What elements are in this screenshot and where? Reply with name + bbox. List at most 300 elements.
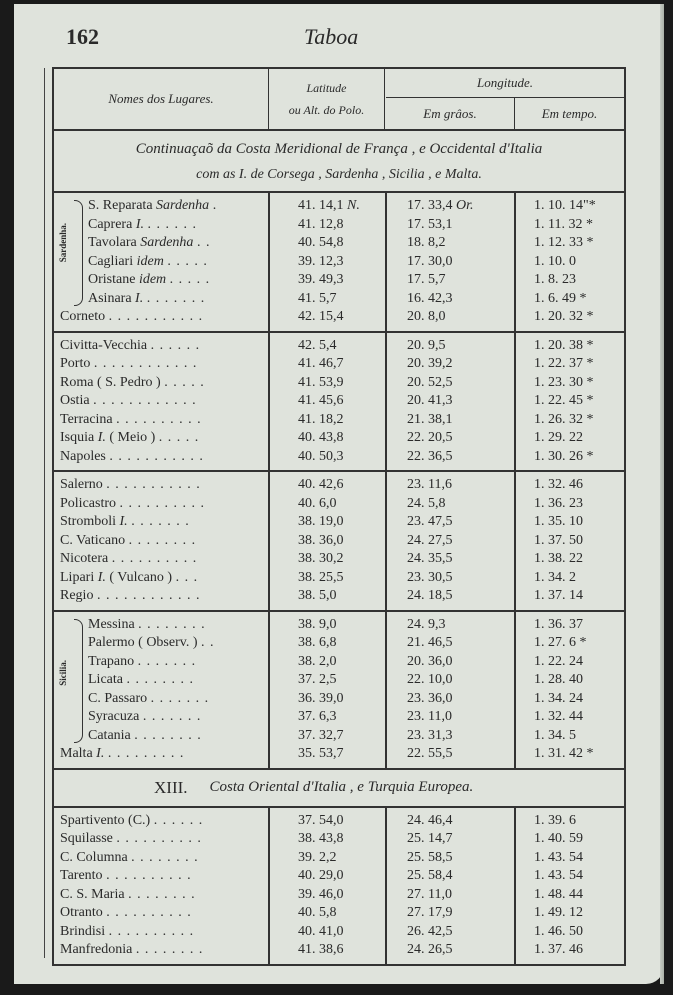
- longitude-time-cell: 1. 37. 14: [534, 588, 583, 604]
- column-rule: [385, 612, 387, 768]
- leader-dots: . . . . . . . . . .: [116, 411, 202, 427]
- latitude-cell: 38. 43,8: [298, 831, 344, 847]
- group-side-label: Sicilia.: [58, 659, 68, 686]
- place-name-text: Nicotera: [60, 551, 109, 567]
- place-name: [54, 813, 268, 829]
- column-rule: [385, 333, 387, 471]
- place-name-text: Otranto: [60, 905, 103, 921]
- header-longitude-degrees: Em grâos.: [386, 98, 515, 129]
- table-row: [54, 448, 624, 467]
- latitude-cell: [268, 198, 385, 214]
- table-row: [54, 616, 624, 635]
- place-name: [54, 496, 268, 512]
- place-name: [54, 942, 268, 958]
- latitude-cell: 38. 2,0: [298, 653, 337, 669]
- table-row: [54, 513, 624, 532]
- longitude-degrees-cell: 22. 55,5: [407, 746, 453, 762]
- latitude-cell: 41. 12,8: [298, 216, 344, 232]
- longitude-suffix: Or.: [456, 198, 474, 214]
- page-edge: [660, 4, 664, 984]
- column-rule: [385, 472, 387, 610]
- longitude-degrees-cell: 24. 27,5: [407, 532, 453, 548]
- longitude-degrees-cell: 20. 9,5: [407, 337, 446, 353]
- longitude-time-cell: 1. 43. 54: [534, 868, 583, 884]
- place-name-text: Napoles: [60, 448, 106, 464]
- leader-dots: . . . . . . . . . .: [106, 905, 192, 921]
- place-name-text: Malta: [60, 746, 93, 762]
- longitude-degrees-cell: 23. 36,0: [407, 690, 453, 706]
- row-group-sicilia: [54, 612, 624, 770]
- page-number: 162: [66, 24, 99, 49]
- place-name-text: Corneto: [60, 309, 106, 325]
- latitude-cell: 40. 29,0: [298, 868, 344, 884]
- longitude-time-cell: 1. 48. 44: [534, 886, 583, 902]
- leader-dots: . . . . . . . . . . . .: [93, 393, 197, 409]
- leader-dots: . . . . . . . . . .: [111, 551, 198, 567]
- table-row: [54, 923, 624, 942]
- table-row: [54, 216, 624, 235]
- longitude-time-cell: 1. 22. 37 *: [534, 356, 594, 372]
- place-name: [54, 672, 268, 688]
- place-name-text: Tarento: [60, 868, 103, 884]
- row-group: [54, 333, 624, 473]
- longitude-degrees-cell: 25. 58,5: [407, 849, 453, 865]
- leader-dots: . . . . . .: [147, 216, 197, 232]
- place-note: ( Meio ): [109, 430, 156, 446]
- section-title: [54, 131, 624, 193]
- latitude-cell: 39. 49,3: [298, 272, 344, 288]
- longitude-degrees-cell: 23. 11,6: [407, 477, 452, 493]
- longitude-degrees-cell: 27. 17,9: [407, 905, 453, 921]
- column-rule: [385, 193, 387, 331]
- place-name: [54, 728, 268, 744]
- leader-dots: . . . . . . . . . .: [108, 923, 195, 939]
- place-name: [54, 338, 268, 354]
- table-row: [54, 290, 624, 309]
- latitude-cell: 41. 53,9: [298, 374, 344, 390]
- longitude-degrees-cell: 27. 11,0: [407, 886, 452, 902]
- latitude-cell: 41. 38,6: [298, 942, 344, 958]
- column-rule: [268, 612, 270, 768]
- table-row: [54, 495, 624, 514]
- latitude-cell: 38. 30,2: [298, 551, 344, 567]
- place-note: ( Vulcano ): [109, 569, 173, 585]
- longitude-time-cell: 1. 11. 32 *: [534, 216, 593, 232]
- longitude-degrees-cell: 24. 26,5: [407, 942, 453, 958]
- place-name: [54, 570, 268, 586]
- leader-dots: . . . . . . .: [131, 514, 190, 530]
- row-group-sardenha: [54, 193, 624, 333]
- row-group-section-xiii: [54, 808, 624, 966]
- leader-dots: . . . . . . . . .: [107, 746, 185, 762]
- longitude-time-cell: 1. 23. 30 *: [534, 374, 594, 390]
- leader-dots: . . . . . .: [153, 812, 204, 828]
- table-row: [54, 904, 624, 923]
- longitude-time-cell: 1. 32. 46: [534, 477, 583, 493]
- latitude-cell: 37. 6,3: [298, 709, 337, 725]
- latitude-cell: 40. 6,0: [298, 495, 337, 511]
- place-name: [54, 924, 268, 940]
- leader-dots: . . . . . . . . . . .: [109, 448, 204, 464]
- longitude-degrees-cell: 17. 53,1: [407, 216, 453, 232]
- place-name: [54, 617, 268, 633]
- longitude-degrees-cell: 24. 35,5: [407, 551, 453, 567]
- longitude-time-cell: 1. 36. 23: [534, 495, 583, 511]
- longitude-time-cell: 1. 37. 46: [534, 942, 583, 958]
- place-name-text: C. Passaro: [88, 690, 148, 706]
- latitude-cell: 39. 12,3: [298, 253, 344, 269]
- table-row: [54, 374, 624, 393]
- place-name: [54, 635, 268, 651]
- place-name: [54, 905, 268, 921]
- longitude-degrees-cell: 17. 30,0: [407, 253, 453, 269]
- latitude-cell: 41. 18,2: [298, 411, 344, 427]
- latitude-cell: 37. 2,5: [298, 672, 337, 688]
- longitude-time-cell: 1. 49. 12: [534, 905, 583, 921]
- column-rule: [268, 333, 270, 471]
- place-name: [54, 514, 268, 530]
- longitude-degrees-cell: 20. 41,3: [407, 393, 453, 409]
- place-name: [54, 588, 268, 604]
- place-name-text: Salerno: [60, 477, 103, 493]
- column-rule: [514, 612, 516, 768]
- table-row: [54, 271, 624, 290]
- place-name-text: Stromboli: [60, 514, 117, 530]
- leader-dots: . . . . . . . . . .: [106, 868, 192, 884]
- table-row: [54, 253, 624, 272]
- header-latitude-line2: ou Alt. do Polo.: [288, 103, 365, 117]
- brace-icon: [74, 619, 83, 743]
- latitude-cell: 37. 54,0: [298, 812, 344, 828]
- longitude-degrees-cell: 18. 8,2: [407, 235, 446, 251]
- longitude-time-cell: 1. 26. 32 *: [534, 411, 594, 427]
- longitude-degrees-cell: 20. 39,2: [407, 356, 453, 372]
- place-name: [54, 654, 268, 670]
- place-qualifier: I.: [119, 514, 128, 530]
- longitude-degrees-cell: 22. 10,0: [407, 672, 453, 688]
- column-rule: [268, 808, 270, 964]
- column-rule: [514, 808, 516, 964]
- table-row: [54, 569, 624, 588]
- longitude-degrees-cell: 24. 18,5: [407, 588, 453, 604]
- leader-dots: . . .: [175, 569, 199, 585]
- table-row: [54, 234, 624, 253]
- longitude-time-cell: 1. 32. 44: [534, 709, 583, 725]
- column-rule: [514, 193, 516, 331]
- longitude-degrees-cell: 20. 8,0: [407, 309, 446, 325]
- place-name-text: Lipari: [60, 569, 95, 585]
- leader-dots: . . . . . . . .: [135, 942, 204, 958]
- latitude-cell: 40. 5,8: [298, 905, 337, 921]
- row-group: [54, 472, 624, 612]
- longitude-time-cell: 1. 10. 0: [534, 253, 576, 269]
- table-row: [54, 634, 624, 653]
- longitude-time-cell: 1. 20. 38 *: [534, 337, 594, 353]
- longitude-degrees-cell: 23. 11,0: [407, 709, 452, 725]
- place-name-text: S. Reparata: [88, 198, 153, 214]
- leader-dots: . . . . . . . .: [138, 616, 206, 632]
- place-name: [54, 356, 268, 372]
- latitude-cell: 35. 53,7: [298, 746, 344, 762]
- longitude-degrees-cell: 21. 38,1: [407, 411, 453, 427]
- longitude-degrees-cell: 20. 36,0: [407, 653, 453, 669]
- leader-dots: . . . . . . .: [146, 290, 206, 306]
- latitude-cell: 41. 5,7: [298, 290, 337, 306]
- latitude-cell: 40. 41,0: [298, 923, 344, 939]
- place-qualifier: I.: [135, 216, 144, 232]
- place-name: [54, 551, 268, 567]
- table-row: [54, 830, 624, 849]
- column-rule: [514, 333, 516, 471]
- latitude-cell: 40. 43,8: [298, 430, 344, 446]
- table-row: [54, 587, 624, 606]
- header-latitude: [269, 69, 385, 129]
- longitude-degrees-cell: 23. 31,3: [407, 727, 453, 743]
- longitude-time-cell: 1. 36. 37: [534, 616, 583, 632]
- section-xiii-header: [54, 770, 624, 808]
- longitude-degrees-cell: 24. 46,4: [407, 812, 453, 828]
- table-row: [54, 941, 624, 960]
- longitude-time-cell: 1. 8. 23: [534, 272, 576, 288]
- place-name-text: Terracina: [60, 411, 113, 427]
- leader-dots: . . . . .: [158, 430, 200, 446]
- leader-dots: .: [212, 198, 218, 214]
- longitude-degrees-cell: 20. 52,5: [407, 374, 453, 390]
- table-row: [54, 550, 624, 569]
- header-longitude: Longitude.: [386, 69, 624, 98]
- longitude-degrees-cell: 23. 47,5: [407, 514, 453, 530]
- longitude-time-cell: 1. 29. 22: [534, 430, 583, 446]
- latitude-cell: 38. 9,0: [298, 616, 337, 632]
- longitude-time-cell: 1. 38. 22: [534, 551, 583, 567]
- latitude-cell: 40. 50,3: [298, 448, 344, 464]
- place-name: [54, 746, 268, 762]
- table-row: [54, 708, 624, 727]
- latitude-cell: 38. 6,8: [298, 635, 337, 651]
- longitude-degrees-cell: 17. 5,7: [407, 272, 446, 288]
- longitude-time-cell: 1. 46. 50: [534, 923, 583, 939]
- place-name-text: Spartivento (C.): [60, 812, 151, 828]
- longitude-degrees-cell: [385, 198, 514, 214]
- table-header: [54, 67, 624, 131]
- place-name: [54, 477, 268, 493]
- table-row: [54, 476, 624, 495]
- place-name-text: Licata: [88, 672, 123, 688]
- latitude-cell: 39. 2,2: [298, 849, 337, 865]
- latitude-cell: 41. 46,7: [298, 356, 344, 372]
- place-name: [54, 272, 268, 288]
- place-qualifier: idem: [138, 272, 167, 288]
- longitude-time-cell: 1. 27. 6 *: [534, 635, 587, 651]
- longitude-degrees-cell: 24. 5,8: [407, 495, 446, 511]
- place-name: [54, 198, 268, 214]
- place-name-text: Squilasse: [60, 831, 113, 847]
- longitude-time-cell: 1. 35. 10: [534, 514, 583, 530]
- place-name-text: Messina: [88, 616, 135, 632]
- leader-dots: . . . . . . . . . . .: [106, 477, 201, 493]
- leader-dots: . . . . . . . . . . . .: [96, 588, 201, 604]
- latitude-cell: 42. 15,4: [298, 309, 344, 325]
- leader-dots: . . . . . . . .: [131, 849, 199, 865]
- leader-dots: . . . . . . .: [142, 709, 202, 725]
- latitude-cell: 41. 45,6: [298, 393, 344, 409]
- longitude-degrees-cell: 22. 36,5: [407, 448, 453, 464]
- section-title-line2: com as I. de Corsega , Sardenha , Sicilia , e Malta.: [196, 167, 482, 182]
- place-name: [54, 393, 268, 409]
- longitude-time-cell: 1. 10. 14"*: [534, 198, 596, 214]
- leader-dots: . . . . . . . . . .: [119, 495, 205, 511]
- header-longitude-time: Em tempo.: [541, 105, 598, 121]
- header-place-names: Nomes dos Lugares.: [54, 69, 269, 129]
- place-name-text: Civitta-Vecchia: [60, 337, 148, 353]
- longitude-time-cell: 1. 12. 33 *: [534, 235, 594, 251]
- table-row: [54, 727, 624, 746]
- leader-dots: . . . . . .: [150, 337, 201, 353]
- table-row: [54, 308, 624, 327]
- latitude-cell: 42. 5,4: [298, 337, 337, 353]
- place-name: [54, 291, 268, 307]
- table-row: [54, 429, 624, 448]
- longitude-time-cell: 1. 30. 26 *: [534, 448, 594, 464]
- longitude-time-cell: 1. 34. 5: [534, 727, 576, 743]
- longitude-time-cell: 1. 20. 32 *: [534, 309, 594, 325]
- table-row: [54, 532, 624, 551]
- latitude-cell: 38. 5,0: [298, 588, 337, 604]
- place-name: [54, 533, 268, 549]
- place-name-text: Regio: [60, 588, 94, 604]
- place-name-text: C. Vaticano: [60, 532, 126, 548]
- table-row: [54, 653, 624, 672]
- leader-dots: . . . . .: [164, 374, 205, 390]
- place-name: [54, 217, 268, 233]
- place-name-text: Manfredonia: [60, 942, 133, 958]
- leader-dots: . .: [196, 235, 211, 251]
- latitude-cell: 38. 25,5: [298, 569, 344, 585]
- leader-dots: . . . . . . . .: [126, 672, 194, 688]
- latitude-cell: 37. 32,7: [298, 727, 344, 743]
- table-row: [54, 849, 624, 868]
- place-name-text: Ostia: [60, 393, 90, 409]
- leader-dots: . . . . . . . . . . . .: [93, 356, 198, 372]
- longitude-time-cell: 1. 34. 2: [534, 569, 576, 585]
- place-qualifier: idem: [136, 253, 164, 269]
- latitude-suffix: N.: [347, 198, 360, 214]
- section-xiii-title: Costa Oriental d'Italia , e Turquia Europea.: [209, 779, 474, 795]
- book-page: [14, 4, 664, 984]
- longitude-time-cell: 1. 43. 54: [534, 849, 583, 865]
- brace-icon: [74, 200, 83, 306]
- place-name-text: Roma ( S. Pedro ): [60, 374, 161, 390]
- longitude-degrees-cell: 25. 14,7: [407, 831, 453, 847]
- group-side-label: Sardenha.: [58, 223, 68, 263]
- column-rule: [385, 808, 387, 964]
- longitude-degrees-cell: 21. 46,5: [407, 635, 453, 651]
- column-rule: [268, 472, 270, 610]
- place-name-text: Catania: [88, 727, 131, 743]
- place-name-text: Palermo ( Observ. ): [88, 635, 198, 651]
- leader-dots: . . . . . . .: [137, 653, 197, 669]
- longitude-time-cell: 1. 39. 6: [534, 812, 576, 828]
- coordinates-table: [52, 67, 626, 966]
- longitude-degrees-cell: 26. 42,5: [407, 923, 453, 939]
- outer-rule: [44, 68, 45, 958]
- longitude-time-cell: 1. 40. 59: [534, 831, 583, 847]
- longitude-degrees-cell: 25. 58,4: [407, 868, 453, 884]
- latitude-cell: 36. 39,0: [298, 690, 344, 706]
- place-name-text: Brindisi: [60, 923, 106, 939]
- place-name-text: C. Columna: [60, 849, 128, 865]
- table-row: [54, 886, 624, 905]
- leader-dots: . . . . . . . .: [128, 886, 196, 902]
- place-name: [54, 709, 268, 725]
- place-qualifier: I.: [97, 569, 106, 585]
- place-name: [54, 449, 268, 465]
- longitude-time-cell: 1. 6. 49 *: [534, 290, 587, 306]
- latitude-value: 41. 14,1: [298, 198, 344, 214]
- longitude-degrees-cell: 23. 30,5: [407, 569, 453, 585]
- section-title-line1: Continuaçaõ da Costa Meridional de França , e Occidental d'Italia: [135, 141, 543, 157]
- longitude-time-cell: 1. 28. 40: [534, 672, 583, 688]
- latitude-cell: 39. 46,0: [298, 886, 344, 902]
- place-name: [54, 887, 268, 903]
- leader-dots: . . . . . . . . . . .: [108, 309, 204, 325]
- leader-dots: . . . . .: [169, 272, 211, 288]
- header-latitude-line1: Latitude: [306, 81, 347, 95]
- longitude-degrees-cell: 22. 20,5: [407, 430, 453, 446]
- place-name: [54, 235, 268, 251]
- longitude-time-cell: 1. 37. 50: [534, 532, 583, 548]
- place-name: [54, 412, 268, 428]
- latitude-cell: 40. 54,8: [298, 235, 344, 251]
- place-qualifier: I.: [97, 430, 106, 446]
- leader-dots: . . . . .: [167, 253, 208, 269]
- table-row: [54, 197, 624, 216]
- place-name-text: Asinara: [88, 290, 132, 306]
- longitude-time-cell: 1. 31. 42 *: [534, 746, 594, 762]
- longitude-value: 17. 33,4: [407, 198, 453, 214]
- leader-dots: . . . . . . . .: [128, 532, 197, 548]
- longitude-degrees-cell: 24. 9,3: [407, 616, 446, 632]
- place-name: [54, 691, 268, 707]
- place-name-text: Oristane: [88, 272, 136, 288]
- place-qualifier: I.: [135, 290, 144, 306]
- table-row: [54, 867, 624, 886]
- leader-dots: . .: [201, 635, 215, 651]
- latitude-cell: 38. 36,0: [298, 532, 344, 548]
- place-name: [54, 375, 268, 391]
- column-rule: [268, 193, 270, 331]
- place-name-text: Policastro: [60, 495, 116, 511]
- place-qualifier: Sardenha: [140, 235, 194, 251]
- table-row: [54, 690, 624, 709]
- place-name-text: Isquia: [60, 430, 95, 446]
- table-row: [54, 812, 624, 831]
- place-qualifier: I.: [96, 746, 105, 762]
- table-row: [54, 337, 624, 356]
- place-qualifier: Sardenha: [156, 198, 210, 214]
- place-name: [54, 430, 268, 446]
- place-name-text: Caprera: [88, 216, 133, 232]
- place-name-text: Cagliari: [88, 253, 134, 269]
- place-name: [54, 831, 268, 847]
- running-head: Taboa: [304, 24, 359, 49]
- table-row: [54, 392, 624, 411]
- longitude-time-cell: 1. 22. 45 *: [534, 393, 594, 409]
- place-name-text: Syracuza: [88, 709, 140, 725]
- table-row: [54, 671, 624, 690]
- column-rule: [514, 472, 516, 610]
- section-number: XIII.: [154, 777, 188, 797]
